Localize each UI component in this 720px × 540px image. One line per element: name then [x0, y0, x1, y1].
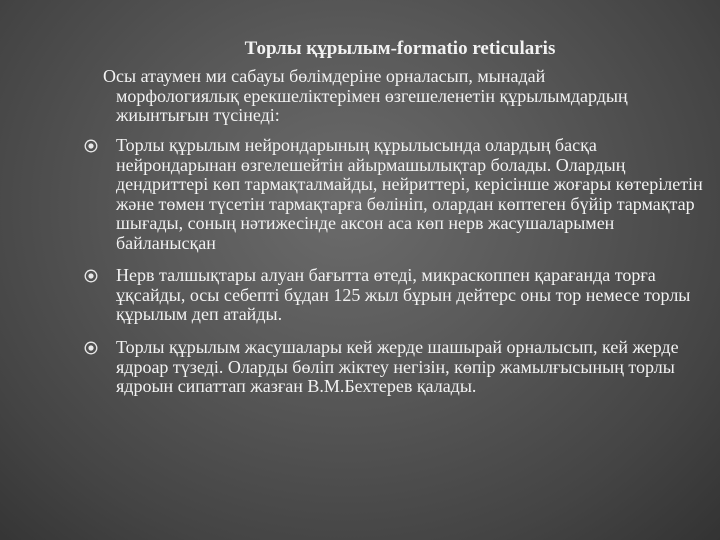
lead-first-line: Осы атаумен ми сабауы бөлімдеріне орналасып, мынадай	[103, 66, 546, 86]
bullet-item	[84, 338, 720, 397]
circled-dot-bullet-icon	[84, 269, 98, 283]
bullet-text: Нерв талшықтары алуан бағытта өтеді, микраскоппен қарағанда торға ұқсайды, осы себепті бұдан 125 жыл бұрын дейтерс оны тор немесе торлы құрылым деп атайды.	[116, 265, 691, 324]
lead-continuation: морфологиялық ерекшеліктерімен өзгешеленетін құрылымдардың жиынтығын түсінеді:	[116, 85, 628, 125]
circled-dot-bullet-icon	[84, 139, 98, 153]
lead-paragraph	[103, 67, 703, 126]
bullet-item	[84, 266, 720, 325]
bullet-text: Торлы құрылым нейрондарының құрылысында олардың басқа нейрондарынан өзгелешейтін айырмашылықтар болады. Олардың дендриттері көп тармақталмайды, нейриттері, керісінше жоғары көтерілетін және төмен түсетін тармақтарға бөлініп, олардан көптеген бүйір тармақтар шығады, соның нәтижесінде аксон аса көп нерв жасушаларымен байланысқан	[116, 135, 703, 253]
bullet-text: Торлы құрылым жасушалары кей жерде шашырай орналысып, кей жерде ядроар түзеді. Оларды бөліп жіктеу негізін, көпір жамылғысының торлы ядроын сипаттап жазған В.М.Бехтерев қалады.	[116, 337, 679, 396]
circled-dot-bullet-icon	[84, 341, 98, 355]
slide-title: Торлы құрылым-formatio reticularis	[244, 38, 556, 59]
bullet-item	[84, 136, 720, 253]
